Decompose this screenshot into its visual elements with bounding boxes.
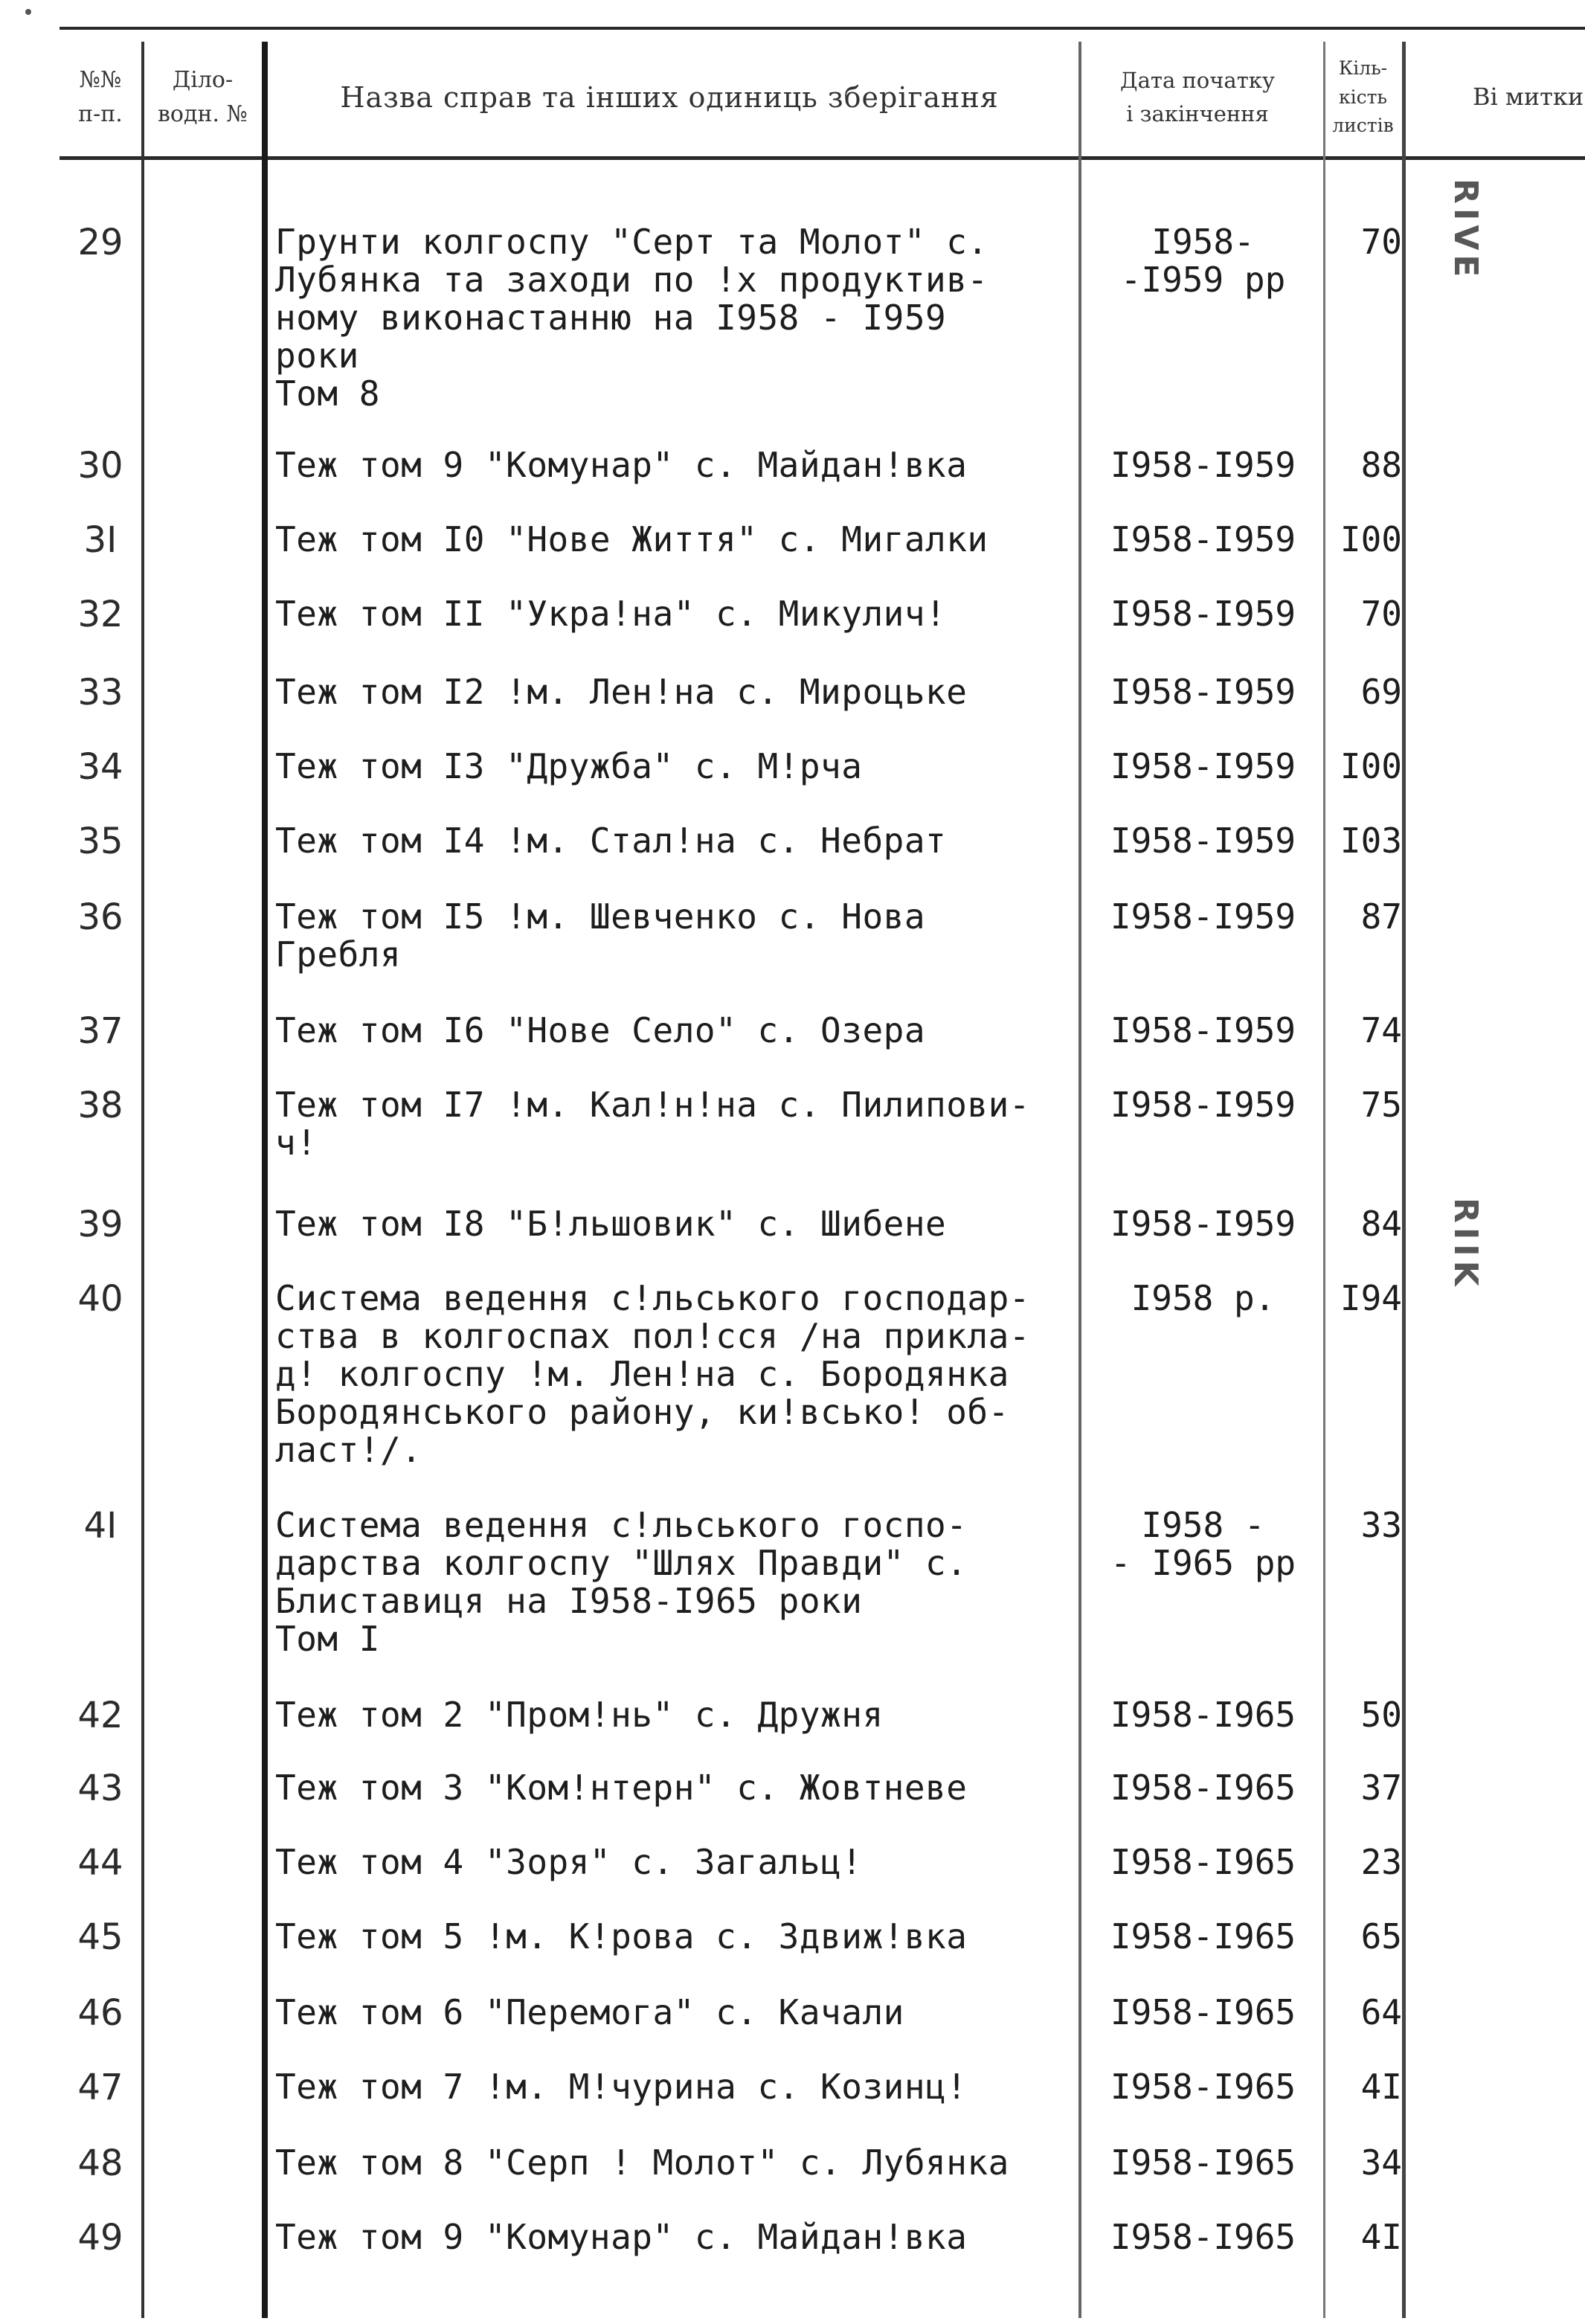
row-title: Теж том 6 "Перемога" с. Качали [275,1992,904,2032]
row-sheet-count: 33 [1360,1505,1402,1545]
row-dates: I958-I965 [1110,1695,1296,1735]
row-sheet-count: 88 [1360,445,1402,485]
row-title: Теж том I8 "Б!льшовик" с. Шибене [275,1204,947,1244]
column-divider [1402,42,1406,2318]
row-dates: I958-I965 [1110,2142,1296,2183]
column-divider [141,42,144,2318]
row-title: Теж том 4 "Зоря" с. Загальц! [275,1842,863,1882]
row-sheet-count: 64 [1360,1992,1402,2032]
column-divider [1078,42,1081,2318]
header-title [264,42,1075,153]
row-sheet-count: I03 [1340,821,1402,861]
row-title: Система ведення с!льського госпо- дарства колгоспу "Шлях Правди" с. Блиставиця на I958-I965 роки Том I [275,1505,968,1659]
row-sheet-count: 50 [1360,1695,1402,1735]
row-number: 30 [77,445,123,487]
row-sheet-count: 70 [1360,222,1402,262]
row-dates: I958-I965 [1110,1842,1296,1882]
row-dates: I958-I959 [1110,672,1296,712]
header-top-rule [60,27,1585,30]
row-dates: I958-I959 [1110,519,1296,559]
row-number: 36 [77,896,123,938]
row-title: Теж том I5 !м. Шевченко с. Нова Гребля [275,896,926,975]
column-divider [262,42,268,2318]
row-number: 39 [77,1204,123,1245]
row-sheet-count: I94 [1340,1278,1402,1318]
row-dates: I958-I965 [1110,1768,1296,1808]
row-title: Теж том 3 "Ком!нтерн" с. Жовтневе [275,1768,968,1808]
row-sheet-count: 65 [1360,1916,1402,1957]
row-dates: I958-I959 [1110,821,1296,861]
row-sheet-count: 74 [1360,1010,1402,1050]
header-case-index-label: Діло- водн. № [158,66,248,127]
header-number [60,42,141,153]
row-number: 29 [77,222,123,263]
row-title: Система ведення с!льського господар- ства в колгоспах пол!сся /на прикла- д! колгоспу !м. Лен!на с. Бородянка Бородянського району, ки!всько! об- ласт!/. [275,1278,1030,1470]
row-sheet-count: 75 [1360,1085,1402,1125]
row-title: Теж том I4 !м. Стал!на с. Небрат [275,821,947,861]
row-number: 34 [77,746,123,788]
row-number: 48 [77,2142,123,2184]
row-dates: I958-I959 [1110,896,1296,937]
header-notes-label: Bi митки [1473,83,1584,112]
row-title: Теж том I3 "Дружба" с. М!рча [275,746,863,786]
row-dates: I958- -I959 рр [1120,222,1286,300]
row-dates: I958 - - I965 рр [1110,1505,1296,1583]
row-dates: I958-I965 [1110,1916,1296,1957]
header-title-label: Назва справ та інших одиниць зберігання [340,80,999,114]
row-sheet-count: I00 [1340,746,1402,786]
row-title: Теж том 9 "Комунар" с. Майдан!вка [275,445,968,485]
margin-dot [25,9,31,15]
row-title: Теж том I6 "Нове Село" с. Озера [275,1010,926,1050]
row-sheet-count: 4I [1360,2067,1402,2107]
header-sheet-count-label: Кіль- кість листів [1332,57,1394,137]
header-sheet-count [1320,42,1406,153]
column-divider [1323,42,1325,2318]
header-dates [1075,42,1320,153]
row-number: 37 [77,1010,123,1052]
row-number: 40 [77,1278,123,1320]
row-dates: I958-I959 [1110,1085,1296,1125]
row-number: 45 [77,1916,123,1958]
row-number: 46 [77,1992,123,2034]
row-dates: I958-I965 [1110,2217,1296,2257]
row-dates: I958-I965 [1110,2067,1296,2107]
row-title: Теж том II "Укра!на" с. Микулич! [275,594,947,634]
row-dates: I958-I959 [1110,1010,1296,1050]
row-title: Грунти колгоспу "Серт та Молот" с. Лубянка та заходи по !х продуктив- ному виконастанню на I958 - I959 роки Том 8 [275,222,988,414]
header-case-index [141,42,264,153]
header-number-label: №№ п-п. [78,66,123,127]
row-dates: I958-I959 [1110,1204,1296,1244]
row-dates: I958 р. [1131,1278,1276,1318]
row-title: Теж том 7 !м. М!чурина с. Козинц! [275,2067,968,2107]
row-dates: I958-I959 [1110,445,1296,485]
row-number: 35 [77,821,123,862]
stamp-mark: RIVE [1447,179,1485,282]
row-title: Теж том I0 "Нове Життя" с. Мигалки [275,519,988,559]
header-dates-label: Дата початку і закінчення [1120,68,1275,126]
row-dates: I958-I959 [1110,746,1296,786]
row-sheet-count: 34 [1360,2142,1402,2183]
row-title: Теж том 8 "Серп ! Молот" с. Лубянка [275,2142,1009,2183]
row-dates: I958-I965 [1110,1992,1296,2032]
row-title: Теж том 2 "Пром!нь" с. Дружня [275,1695,884,1735]
row-sheet-count: I00 [1340,519,1402,559]
stamp-mark: RIIK [1447,1198,1485,1291]
row-sheet-count: 23 [1360,1842,1402,1882]
row-sheet-count: 84 [1360,1204,1402,1244]
row-number: 43 [77,1768,123,1809]
row-title: Теж том I7 !м. Кал!н!на с. Пилипови- ч! [275,1085,1030,1163]
header-bottom-rule [60,156,1585,160]
row-number: 38 [77,1085,123,1126]
row-number: 49 [77,2217,123,2259]
row-dates: I958-I959 [1110,594,1296,634]
row-title: Теж том 9 "Комунар" с. Майдан!вка [275,2217,968,2257]
row-sheet-count: 69 [1360,672,1402,712]
header-notes [1406,42,1585,153]
row-number: 4I [83,1505,118,1547]
row-number: 42 [77,1695,123,1736]
row-number: 3I [83,519,118,561]
row-sheet-count: 87 [1360,896,1402,937]
row-sheet-count: 37 [1360,1768,1402,1808]
row-number: 47 [77,2067,123,2108]
row-number: 44 [77,1842,123,1884]
row-sheet-count: 70 [1360,594,1402,634]
row-title: Теж том 5 !м. К!рова с. Здвиж!вка [275,1916,968,1957]
row-title: Теж том I2 !м. Лен!на с. Мироцьке [275,672,968,712]
row-sheet-count: 4I [1360,2217,1402,2257]
row-number: 32 [77,594,123,635]
row-number: 33 [77,672,123,713]
